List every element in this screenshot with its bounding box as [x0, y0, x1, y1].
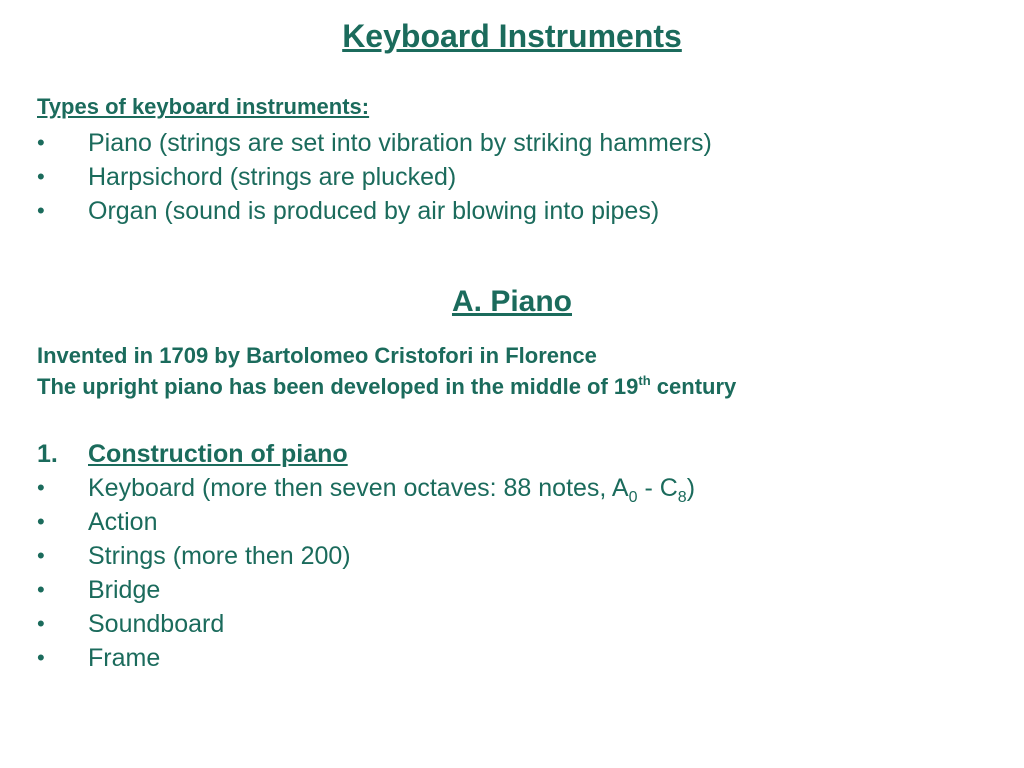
upright-line [37, 371, 736, 402]
list-item-text: Frame [88, 644, 161, 672]
slide-title: Keyboard Instruments [342, 18, 682, 54]
list-item-text: Bridge [88, 576, 161, 604]
keyboard-text-end: ) [686, 474, 696, 502]
keyboard-text: Keyboard (more then seven octaves: 88 notes, A [88, 474, 629, 502]
subscript-a: 0 [628, 489, 638, 506]
section-title: A. Piano [451, 285, 572, 318]
ordinal-suffix: th [638, 373, 651, 388]
bullet-marker: • [37, 475, 45, 500]
bullet-marker: • [37, 645, 45, 670]
list-item-text: Harpsichord (strings are plucked) [88, 163, 457, 191]
bullet-marker: • [37, 164, 45, 189]
upright-text: The upright piano has been developed in the middle of 19 [37, 374, 639, 399]
list-item-text: Action [88, 508, 158, 536]
bullet-marker: • [37, 611, 45, 636]
piano-history [37, 340, 736, 402]
bullet-marker: • [37, 577, 45, 602]
types-heading: Types of keyboard instruments: [37, 94, 370, 119]
bullet-marker: • [37, 198, 45, 223]
subscript-c: 8 [677, 489, 687, 506]
bullet-marker: • [37, 509, 45, 534]
construction-heading: Construction of piano [88, 440, 348, 468]
construction-number: 1. [37, 440, 58, 468]
keyboard-text-mid: - C [637, 474, 678, 502]
invented-line: Invented in 1709 by Bartolomeo Cristofori in Florence [37, 343, 597, 368]
list-item-text: Soundboard [88, 610, 225, 638]
bullet-marker: • [37, 130, 45, 155]
list-item-text: Piano (strings are set into vibration by striking hammers) [88, 129, 712, 157]
list-item-text: Organ (sound is produced by air blowing into pipes) [88, 197, 660, 225]
keyboard-item-text [88, 471, 695, 505]
bullet-marker: • [37, 543, 45, 568]
list-item-text: Strings (more then 200) [88, 542, 351, 570]
upright-text-end: century [650, 374, 737, 399]
